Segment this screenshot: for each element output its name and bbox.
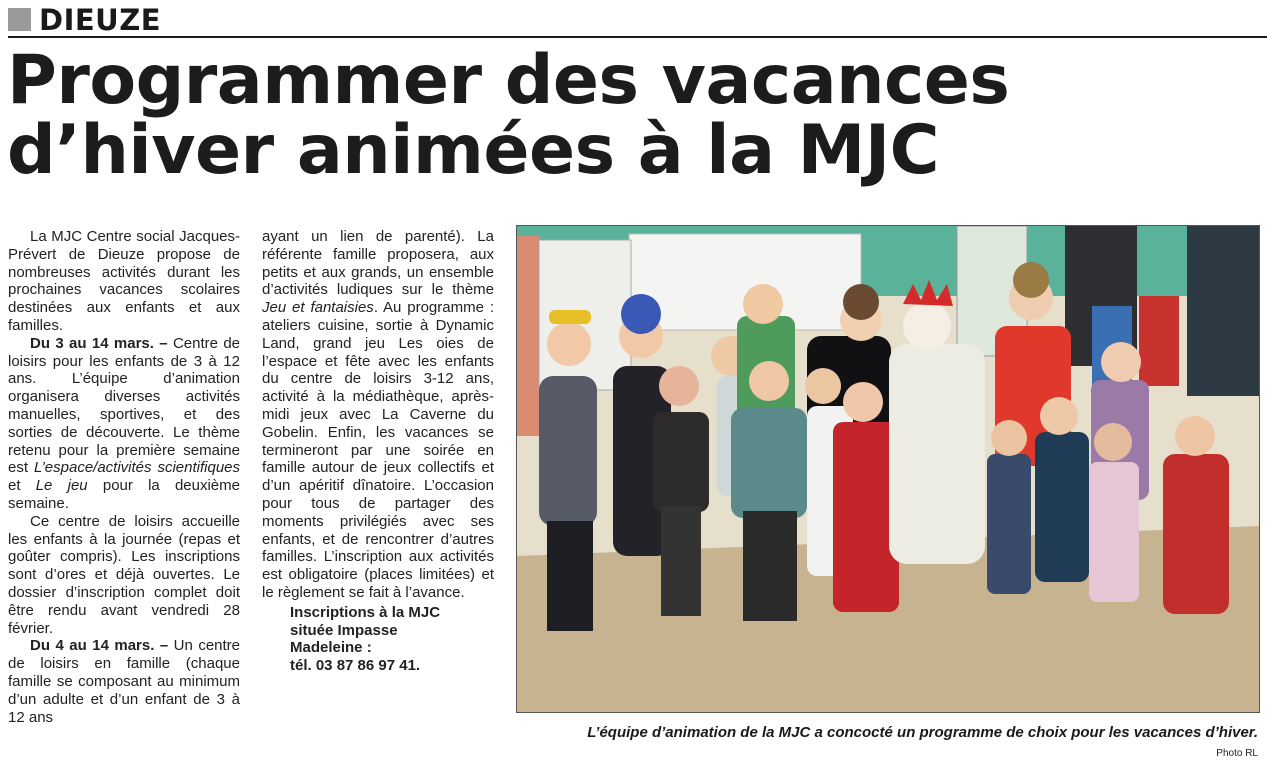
text-run: pour la deuxième semaine.: [8, 477, 240, 512]
contact-block: [262, 604, 494, 675]
contact-line-1: Inscriptions à la MJC: [290, 603, 441, 621]
contact-line-3: Madeleine :: [290, 639, 372, 657]
date-lead-2: Du 4 au 14 mars. –: [30, 637, 169, 655]
photo-curtain: [517, 236, 539, 436]
photo-caption: L’équipe d’animation de la MJC a concocté un programme de choix pour les vacances d’hiver.: [587, 724, 1258, 741]
article-column-2: [262, 228, 494, 675]
paragraph-accueil: Ce centre de loisirs accueille les enfants à la journée (repas et goûter compris). Les inscriptions sont d’ores et déjà ouvertes. Le dossier d’inscription complet doit être rendu avant vendredi 28 février.: [8, 512, 240, 637]
headline: [7, 41, 1010, 190]
section-label: DIEUZE: [39, 3, 162, 37]
contact-line-2: située Impasse: [290, 621, 398, 639]
theme-week-1: L’espace/activités scientifiques: [33, 459, 240, 477]
section-square-icon: [8, 8, 31, 31]
paragraph-famille: [8, 637, 240, 726]
section-header: [8, 4, 1267, 38]
date-lead-1: Du 3 au 14 mars. –: [30, 334, 168, 352]
headline-line-1: Programmer des vacances: [7, 41, 1010, 120]
text-run: et: [8, 477, 36, 495]
text-run: ayant un lien de parenté). La référente famille proposera, aux petits et aux grands, un ensemble d’activités ludiques sur le thème: [262, 228, 494, 299]
contact-phone: tél. 03 87 86 97 41.: [290, 657, 421, 675]
group-photo-illustration: [517, 226, 1259, 712]
headline-line-2: d’hiver animées à la MJC: [7, 111, 940, 190]
photo-chalkboard: [1187, 226, 1259, 396]
article-column-1: [8, 228, 240, 726]
group-photo: [516, 225, 1260, 713]
paragraph-centre-loisirs: [8, 335, 240, 513]
photo-credit: Photo RL: [1216, 748, 1258, 759]
photo-whiteboard: [629, 234, 861, 330]
paragraph-programme: [262, 228, 494, 602]
text-run: . Au programme : ateliers cuisine, sortie à Dynamic Land, grand jeu Les oies de l’espace et fête avec les enfants du centre de loisirs 3-12 ans, activité à la médiathèque, après-midi jeux avec La Caverne du Gobelin. Enfin, les vacances se termineront par une soirée en famille autour de jeux collectifs et d’un apéritif dînatoire. L’occasion pour tous de partager des moments privilégiés avec ses enfants, et de rencontrer d’autres familles. L’inscription aux activités est obligatoire (places limitées) et le règlement se fait à l’avance.: [262, 299, 494, 601]
text-run: Centre de loisirs pour les enfants de 3 à 12 ans. L’équipe d’animation organisera diverses activités manuelles, sportives, et des sorties de découverte. Le thème retenu pour la première semaine est: [8, 334, 240, 477]
paragraph-intro: La MJC Centre social Jacques-Prévert de Dieuze propose de nombreuses activités durant les prochaines vacances scolaires destinées aux enfants et aux familles.: [8, 228, 240, 334]
photo-red-chairs: [1139, 296, 1179, 386]
text-run: Un centre de loisirs en famille (chaque famille se composant au minimum d’un adulte et d’un enfant de 3 à 12 ans: [8, 637, 241, 726]
theme-famille: Jeu et fantaisies: [262, 299, 374, 317]
theme-week-2: Le jeu: [35, 477, 88, 495]
